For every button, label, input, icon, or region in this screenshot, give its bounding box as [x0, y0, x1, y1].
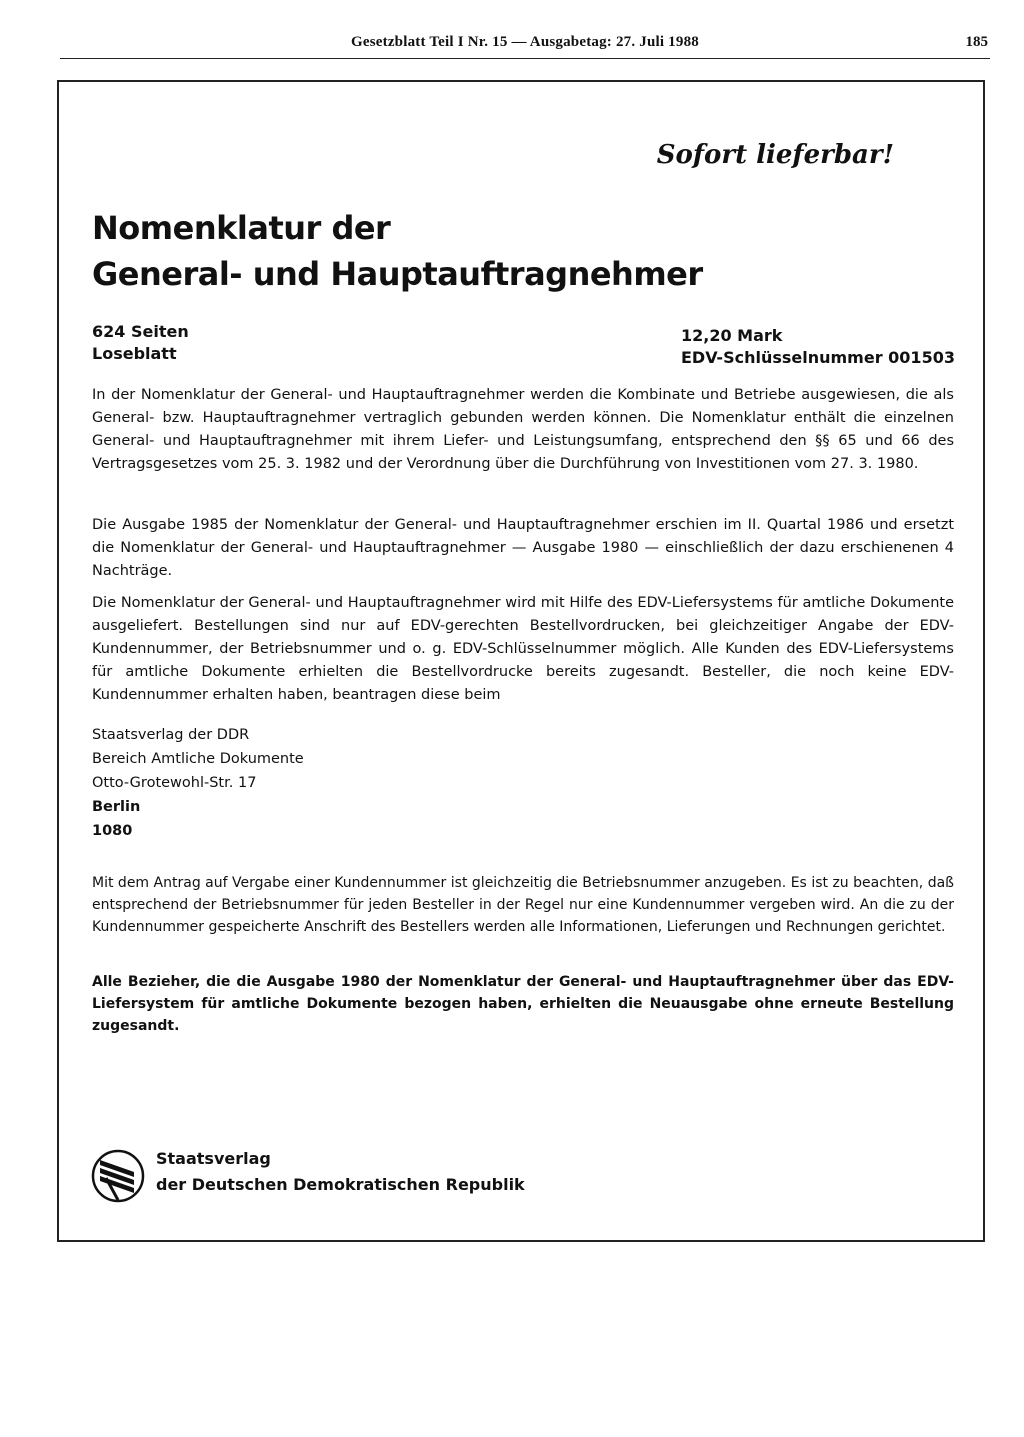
- running-head: [60, 34, 990, 59]
- address-zip: 1080: [92, 823, 133, 839]
- publisher-name-line-2: der Deutschen Demokratischen Republik: [156, 1175, 525, 1194]
- page-count: 624 Seiten: [92, 322, 189, 341]
- address-city: Berlin: [92, 799, 141, 815]
- order-details: [681, 325, 955, 369]
- page-number: 185: [965, 34, 988, 50]
- staatsverlag-logo-icon: [90, 1148, 146, 1204]
- paragraph-customer-number: Mit dem Antrag auf Vergabe einer Kundennummer ist gleichzeitig die Betriebsnummer anzugeben. Es ist zu beachten, daß entsprechend der Betriebsnummer für jeden Besteller in der Regel nur eine Kundennummer vergeben wird. An die zu der Kundennummer gespeicherte Anschrift des Bestellers werden alle Informationen, Lieferungen und Rechnungen gerichtet.: [92, 875, 954, 935]
- slogan: Sofort lieferbar!: [656, 140, 894, 170]
- address-line-1: Staatsverlag der DDR: [92, 727, 250, 743]
- publisher-name-line-1: Staatsverlag: [156, 1149, 271, 1168]
- address-line-2: Bereich Amtliche Dokumente: [92, 751, 304, 767]
- publisher-name: [156, 1146, 525, 1198]
- paragraph-description: In der Nomenklatur der General- und Hauptauftragnehmer werden die Kombinate und Betriebe ausgewiesen, die als General- bzw. Hauptauftragnehmer vertraglich gebunden werden können. Die Nomenklatur enthält die einzelnen General- und Hauptauftragnehmer mit ihrem Liefer- und Leistungsumfang, entsprechend den §§ 65 und 66 des Vertragsgesetzes vom 25. 3. 1982 und der Verordnung über die Durchführung von Investitionen vom 27. 3. 1980.: [92, 387, 954, 472]
- gazette-issue-title: Gesetzblatt Teil I Nr. 15 — Ausgabetag: 27. Juli 1988: [351, 34, 699, 50]
- binding-format: Loseblatt: [92, 344, 177, 363]
- publisher-address: [92, 723, 304, 843]
- address-street: Otto-Grotewohl-Str. 17: [92, 775, 257, 791]
- product-details: [92, 321, 189, 365]
- headline: [92, 205, 703, 297]
- paragraph-edition: Die Ausgabe 1985 der Nomenklatur der General- und Hauptauftragnehmer erschien im II. Quartal 1986 und ersetzt die Nomenklatur der General- und Hauptauftragnehmer — Ausgabe 1980 — einschließlich der dazu erschienenen 4 Nachträge.: [92, 517, 954, 579]
- edv-key-number: EDV-Schlüsselnummer 001503: [681, 348, 955, 367]
- paragraph-ordering: Die Nomenklatur der General- und Hauptauftragnehmer wird mit Hilfe des EDV-Liefersystems für amtliche Dokumente ausgeliefert. Bestellungen sind nur auf EDV-gerechten Bestellvordrucken, bei gleichzeitiger Angabe der EDV-Kundennummer, der Betriebsnummer und o. g. EDV-Schlüsselnummer möglich. Alle Kunden des EDV-Liefersystems für amtliche Dokumente erhielten die Bestellvordrucke bereits zugesandt. Besteller, die noch keine EDV-Kundennummer erhalten haben, beantragen diese beim: [92, 595, 954, 703]
- paragraph-subscribers-notice: Alle Bezieher, die die Ausgabe 1980 der Nomenklatur der General- und Hauptauftragnehmer über das EDV-Liefersystem für amtliche Dokumente bezogen haben, erhielten die Neuausgabe ohne erneute Bestellung zugesandt.: [92, 974, 954, 1034]
- headline-line-1: Nomenklatur der: [92, 209, 391, 247]
- headline-line-2: General- und Hauptauftragnehmer: [92, 255, 703, 293]
- price: 12,20 Mark: [681, 326, 783, 345]
